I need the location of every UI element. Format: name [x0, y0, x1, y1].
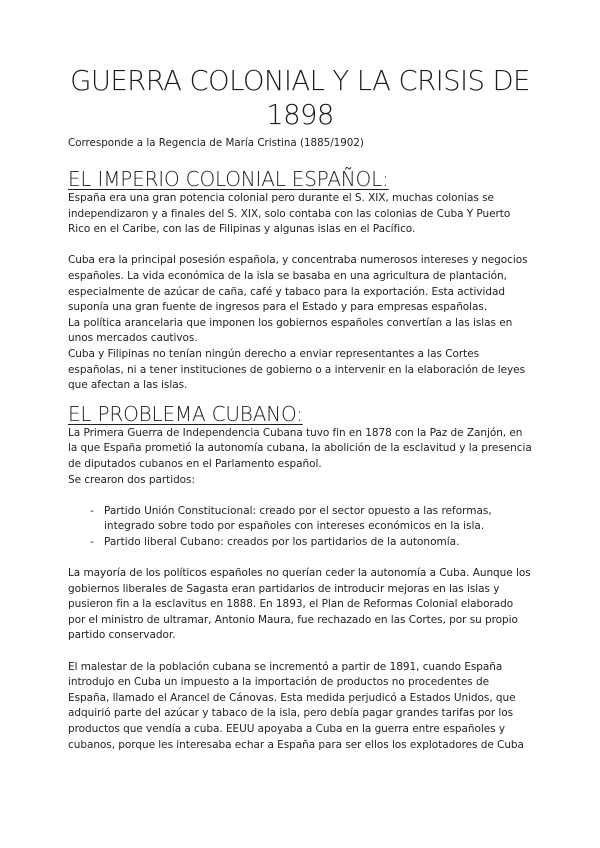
paragraph: Cuba era la principal posesión española, y concentraba numerosos intereses y negocios españoles. La vida económica de la isla se basaba en una agricultura de plantación, especialmente de azúcar de caña, café y tabaco para la exportación. Esta actividad suponía una gran fuente de ingresos para el Estado y para empresas españolas.	[68, 254, 528, 314]
paragraph-spacer	[68, 238, 532, 254]
list-item-text: Partido liberal Cubano: creados por los partidarios de la autonomía.	[104, 535, 460, 548]
paragraph: Cuba y Filipinas no tenían ningún derecho a enviar representantes a las Cortes españolas, ni a tener instituciones de gobierno o a intervenir en la elaboración de leyes que afectan a las islas.	[68, 347, 525, 392]
section-heading-problema: EL PROBLEMA CUBANO:	[68, 401, 303, 426]
paragraph-spacer	[68, 644, 532, 660]
parties-list	[68, 504, 532, 551]
list-item	[68, 504, 532, 535]
paragraph: Se crearon dos partidos:	[68, 473, 195, 486]
paragraph: La mayoría de los políticos españoles no querían ceder la autonomía a Cuba. Aunque los gobiernos liberales de Sagasta eran partidarios de introducir mejoras en las islas y pusieron fin a la esclavitus en 1888. En 1893, el Plan de Reformas Colonial elaborado por el ministro de ultramar, Antonio Maura, fue rechazado en las Cortes, por su propio partido conservador.	[68, 567, 531, 642]
paragraph-spacer	[68, 550, 532, 566]
list-item-text: Partido Unión Constitucional: creado por el sector opuesto a las reformas, integrado sobre todo por españoles con intereses económicos en la isla.	[104, 504, 492, 533]
bullet-dash: -	[90, 535, 94, 548]
paragraph: España era una gran potencia colonial pero durante el S. XIX, muchas colonias se independizaron y a finales del S. XIX, solo contaba con las colonias de Cuba Y Puerto Rico en el Caribe, con las de Filipinas y algunas islas en el Pacífico.	[68, 192, 511, 236]
section-heading-imperio: EL IMPERIO COLONIAL ESPAÑOL:	[68, 167, 389, 191]
page-title: GUERRA COLONIAL Y LA CRISIS DE 1898	[70, 65, 530, 131]
bullet-dash: -	[90, 504, 94, 517]
page-subtitle: Corresponde a la Regencia de María Cristina (1885/1902)	[68, 137, 364, 149]
paragraph: La Primera Guerra de Independencia Cubana tuvo fin en 1878 con la Paz de Zanjón, en la que España prometió la autonomía cubana, la abolición de la esclavitud y la presencia de diputados cubanos en el Parlamento español.	[68, 426, 532, 470]
list-item	[68, 535, 532, 551]
paragraph: La política arancelaria que imponen los gobiernos españoles convertían a las islas en unos mercados cautivos.	[68, 316, 513, 345]
paragraph: El malestar de la población cubana se incrementó a partir de 1891, cuando España introdujo en Cuba un impuesto a la importación de productos no procedentes de España, llamado el Arancel de Cánovas. Esta medida perjudicó a Estados Unidos, que adquirió parte del azúcar y tabaco de la isla, pero debía pagar grandes tarifas por los productos que vendía a cuba. EEUU apoyaba a Cuba en la guerra entre españoles y cubanos, porque les interesaba echar a España para ser ellos los explotadores de Cuba	[68, 660, 524, 751]
